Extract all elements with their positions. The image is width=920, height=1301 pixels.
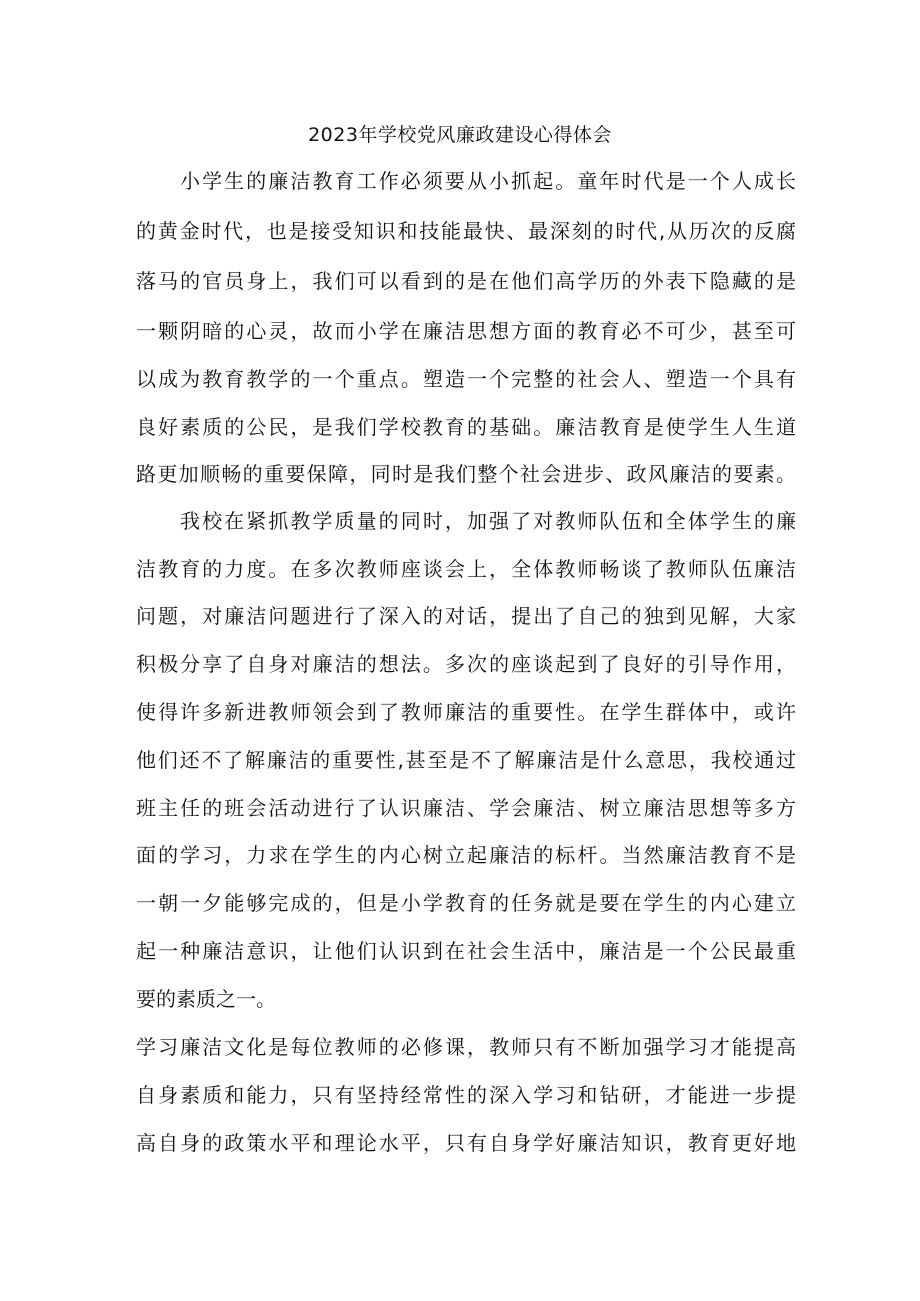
paragraph-line: 小学生的廉洁教育工作必须要从小抓起。童年时代是一个人成长 (180, 169, 796, 193)
paragraph-line: 问题，对廉洁问题进行了深入的对话，提出了自己的独到见解，大家 (136, 604, 796, 628)
paragraph-line: 的黄金时代，也是接受知识和技能最快、最深刻的时代,从历次的反腐 (136, 219, 796, 243)
paragraph-line: 使得许多新进教师领会到了教师廉洁的重要性。在学生群体中，或许 (136, 700, 796, 724)
paragraph-line: 一颗阴暗的心灵，故而小学在廉洁思想方面的教育必不可少，甚至可 (136, 319, 796, 343)
paragraph-line: 洁教育的力度。在多次教师座谈会上，全体教师畅谈了教师队伍廉洁 (136, 557, 796, 581)
paragraph-line: 班主任的班会活动进行了认识廉洁、学会廉洁、树立廉洁思想等多方 (136, 796, 796, 820)
paragraph-line: 一朝一夕能够完成的，但是小学教育的任务就是要在学生的内心建立 (136, 891, 796, 915)
paragraph-line: 以成为教育教学的一个重点。塑造一个完整的社会人、塑造一个具有 (136, 367, 796, 391)
paragraph-line: 积极分享了自身对廉洁的想法。多次的座谈起到了良好的引导作用， (136, 652, 796, 676)
paragraph-line: 他们还不了解廉洁的重要性,甚至是不了解廉洁是什么意思，我校通过 (136, 748, 796, 772)
paragraph-line: 路更加顺畅的重要保障，同时是我们整个社会进步、政风廉洁的要素。 (136, 462, 796, 486)
paragraph-line: 我校在紧抓教学质量的同时，加强了对教师队伍和全体学生的廉 (180, 509, 796, 533)
paragraph-line: 起一种廉洁意识，让他们认识到在社会生活中，廉洁是一个公民最重 (136, 939, 796, 963)
paragraph-line: 学习廉洁文化是每位教师的必修课，教师只有不断加强学习才能提高 (136, 1035, 796, 1059)
paragraph-line: 要的素质之一。 (136, 987, 276, 1011)
paragraph-line: 自身素质和能力，只有坚持经常性的深入学习和钻研，才能进一步提 (136, 1083, 796, 1107)
document-title: 2023年学校党风廉政建设心得体会 (308, 124, 612, 146)
paragraph-line: 良好素质的公民，是我们学校教育的基础。廉洁教育是使学生人生道 (136, 415, 796, 439)
paragraph-line: 落马的官员身上，我们可以看到的是在他们高学历的外表下隐藏的是 (136, 269, 796, 293)
paragraph-line: 高自身的政策水平和理论水平，只有自身学好廉洁知识，教育更好地 (136, 1131, 796, 1155)
paragraph-line: 面的学习，力求在学生的内心树立起廉洁的标杆。当然廉洁教育不是 (136, 843, 796, 867)
